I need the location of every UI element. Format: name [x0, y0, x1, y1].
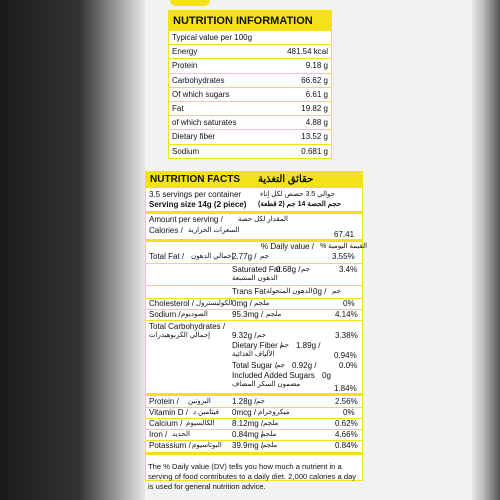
amount-per-serving: Amount per serving / [149, 215, 223, 224]
nutrition-info-label: Sodium [172, 146, 200, 156]
nutrition-info-row [169, 101, 331, 115]
trans-fat-amount: 0g / [313, 287, 327, 296]
calcium-label: Calcium / [149, 419, 183, 428]
cholesterol-label-ar: الكوليسترول [196, 300, 233, 307]
protein-amount: 1.28g / [232, 397, 257, 406]
divider [146, 263, 362, 264]
added-sugars-label: Included Added Sugars [232, 371, 315, 380]
divider [146, 452, 362, 455]
protein-dv: 2.56% [335, 397, 358, 406]
potassium-label-ar: البوتاسيوم [192, 442, 222, 449]
calories-label-ar: السعرات الحرارية [188, 227, 240, 234]
cholesterol-dv: 0% [343, 299, 355, 308]
nutrition-info-value: 66.62 g [301, 75, 328, 85]
nutrition-information-rows [169, 31, 331, 158]
total-sugar-label: Total Sugar / [232, 361, 277, 370]
nutrition-info-row [169, 58, 331, 72]
nutrition-info-label: Of which sugars [172, 89, 230, 99]
sodium-unit-ar: ملجم [266, 311, 282, 318]
nutrition-info-value: 0.681 g [301, 146, 328, 156]
nutrition-info-value: 481.54 kcal [287, 47, 328, 57]
calories-value: 67.41 [334, 230, 355, 239]
divider [146, 320, 362, 321]
total-sugar-amount: 0.92g / [292, 361, 317, 370]
nutrition-info-label: Protein [172, 61, 198, 71]
nutrition-info-label: Typical value per 100g [172, 33, 253, 42]
sodium-dv: 4.14% [335, 310, 358, 319]
sodium-label-ar: الصوديوم [181, 311, 208, 318]
nutrition-info-row [169, 31, 331, 44]
divider [146, 285, 362, 286]
iron-label: Iron / [149, 430, 168, 439]
sodium-label: Sodium / [149, 310, 181, 319]
nutrition-info-label: of which saturates [172, 118, 237, 128]
total-carbs-label: Total Carbohydrates / [149, 322, 226, 331]
added-sugars-dv: 1.84% [334, 384, 357, 393]
calcium-unit-ar: ملجم [263, 420, 279, 427]
dietary-fiber-label-ar: الألياف الغذائية [232, 351, 275, 358]
total-fat-label: Total Fat / [149, 252, 185, 261]
total-sugar-dv: 0.0% [339, 361, 358, 370]
nutrition-facts-title: NUTRITION FACTS [150, 174, 240, 185]
nutrition-info-label: Fat [172, 103, 184, 113]
vitamin-d-amount: 0mcg / [232, 408, 257, 417]
dietary-fiber-label: Dietary Fiber / [232, 341, 283, 350]
saturated-fat-label-ar: الدهون المشبعة [232, 275, 278, 282]
package-right-edge [472, 0, 500, 500]
calcium-label-ar: الكالسيوم [186, 420, 215, 427]
total-carbs-unit-ar: جم [257, 332, 266, 339]
total-sugar-unit-ar: جم [276, 362, 285, 369]
serving-size-ar: حجم الحصة 14 جم (2 قطعة) [258, 201, 342, 208]
nutrition-info-row [169, 44, 331, 58]
vitamin-d-unit-ar: ميكروجرام [258, 409, 290, 416]
nutrition-facts-panel [145, 171, 368, 481]
dietary-fiber-amount: 1.89g / [296, 341, 321, 350]
potassium-unit-ar: ملجم [262, 442, 278, 449]
cholesterol-unit-ar: ملجم [254, 300, 270, 307]
calories-label: Calories / [149, 226, 183, 235]
nutrition-info-label: Carbohydrates [172, 75, 225, 85]
daily-value-header: % Daily value / [261, 242, 314, 251]
trans-fat-label: Trans Fat [232, 287, 266, 296]
nutrition-info-row [169, 144, 331, 158]
dietary-fiber-dv: 0.94% [334, 351, 357, 360]
total-carbs-amount: 9.32g / [232, 331, 257, 340]
divider [146, 211, 362, 214]
daily-value-footnote: The % Daily value (DV) tells you how much a nutrient in a serving of food contributes to a daily diet. 2,000 calories a day is used for general nutrition advice. [148, 462, 357, 491]
servings-per-container: 3.5 servings per container [149, 190, 242, 199]
calcium-amount: 8.12mg / [232, 419, 264, 428]
trans-fat-label-ar: الدهون المتحولة [266, 288, 313, 295]
nutrition-info-row [169, 87, 331, 101]
nutrition-info-row [169, 115, 331, 129]
daily-value-header-ar: % القيمة اليومية [320, 243, 368, 250]
nutrition-info-value: 6.61 g [305, 89, 328, 99]
iron-label-ar: الحديد [172, 431, 190, 438]
serving-size: Serving size 14g (2 piece) [149, 200, 247, 209]
trans-fat-unit-ar: جم [332, 288, 341, 295]
nutrition-info-label: Energy [172, 47, 198, 57]
saturated-fat-amount: 0.68g / [276, 265, 301, 274]
potassium-amount: 39.9mg / [232, 441, 264, 450]
protein-label: Protein / [149, 397, 179, 406]
nutrition-info-value: 9.18 g [305, 61, 328, 71]
iron-unit-ar: ملجم [261, 431, 277, 438]
vitamin-d-label-ar: فيتامين د [193, 409, 219, 416]
total-carbs-label-ar: إجمالي الكربوهيدرات [149, 332, 211, 339]
nutrition-facts-title-ar: حقائق التغذية [258, 174, 314, 185]
total-fat-unit-ar: جم [260, 253, 269, 260]
saturated-fat-dv: 3.4% [339, 265, 358, 274]
iron-amount: 0.84mg / [232, 430, 264, 439]
amount-per-serving-ar: المقدار لكل حصة [238, 216, 289, 223]
divider [146, 393, 362, 396]
added-sugars-label-ar: مضمون السكر المضاف [232, 381, 301, 388]
servings-per-container-ar: حوالي 3.5 حصص لكل إناء [260, 191, 335, 198]
added-sugars-amount: 0g [322, 371, 331, 380]
total-fat-amount: 2.77g / [232, 252, 257, 261]
cholesterol-label: Cholesterol / [149, 299, 194, 308]
iron-dv: 4.66% [335, 430, 358, 439]
nutrition-info-label: Dietary fiber [172, 132, 216, 142]
package-left-edge [0, 0, 145, 500]
nutrition-information-table [168, 10, 332, 159]
total-fat-dv: 3.55% [332, 252, 355, 261]
saturated-fat-unit-ar: جم [301, 266, 310, 273]
calcium-dv: 0.62% [335, 419, 358, 428]
nutrition-information-title: NUTRITION INFORMATION [169, 11, 331, 31]
top-yellow-strip [170, 0, 210, 6]
nutrition-info-row [169, 73, 331, 87]
nutrition-info-row [169, 129, 331, 143]
saturated-fat-label: Saturated Fat [232, 265, 281, 274]
vitamin-d-dv: 0% [343, 408, 355, 417]
vitamin-d-label: Vitamin D / [149, 408, 188, 417]
protein-label-ar: البروتين [188, 398, 211, 405]
total-fat-label-ar: إجمالي الدهون [191, 253, 234, 260]
nutrition-info-value: 4.88 g [305, 118, 328, 128]
dietary-fiber-unit-ar: جم [280, 342, 289, 349]
cholesterol-amount: 0mg / [232, 299, 253, 308]
potassium-label: Potassium / [149, 441, 191, 450]
sodium-amount: 95.3mg / [232, 310, 264, 319]
nutrition-info-value: 19.82 g [301, 103, 328, 113]
potassium-dv: 0.84% [335, 441, 358, 450]
total-carbs-dv: 3.38% [335, 331, 358, 340]
protein-unit-ar: جم [256, 398, 265, 405]
nutrition-info-value: 13.52 g [301, 132, 328, 142]
